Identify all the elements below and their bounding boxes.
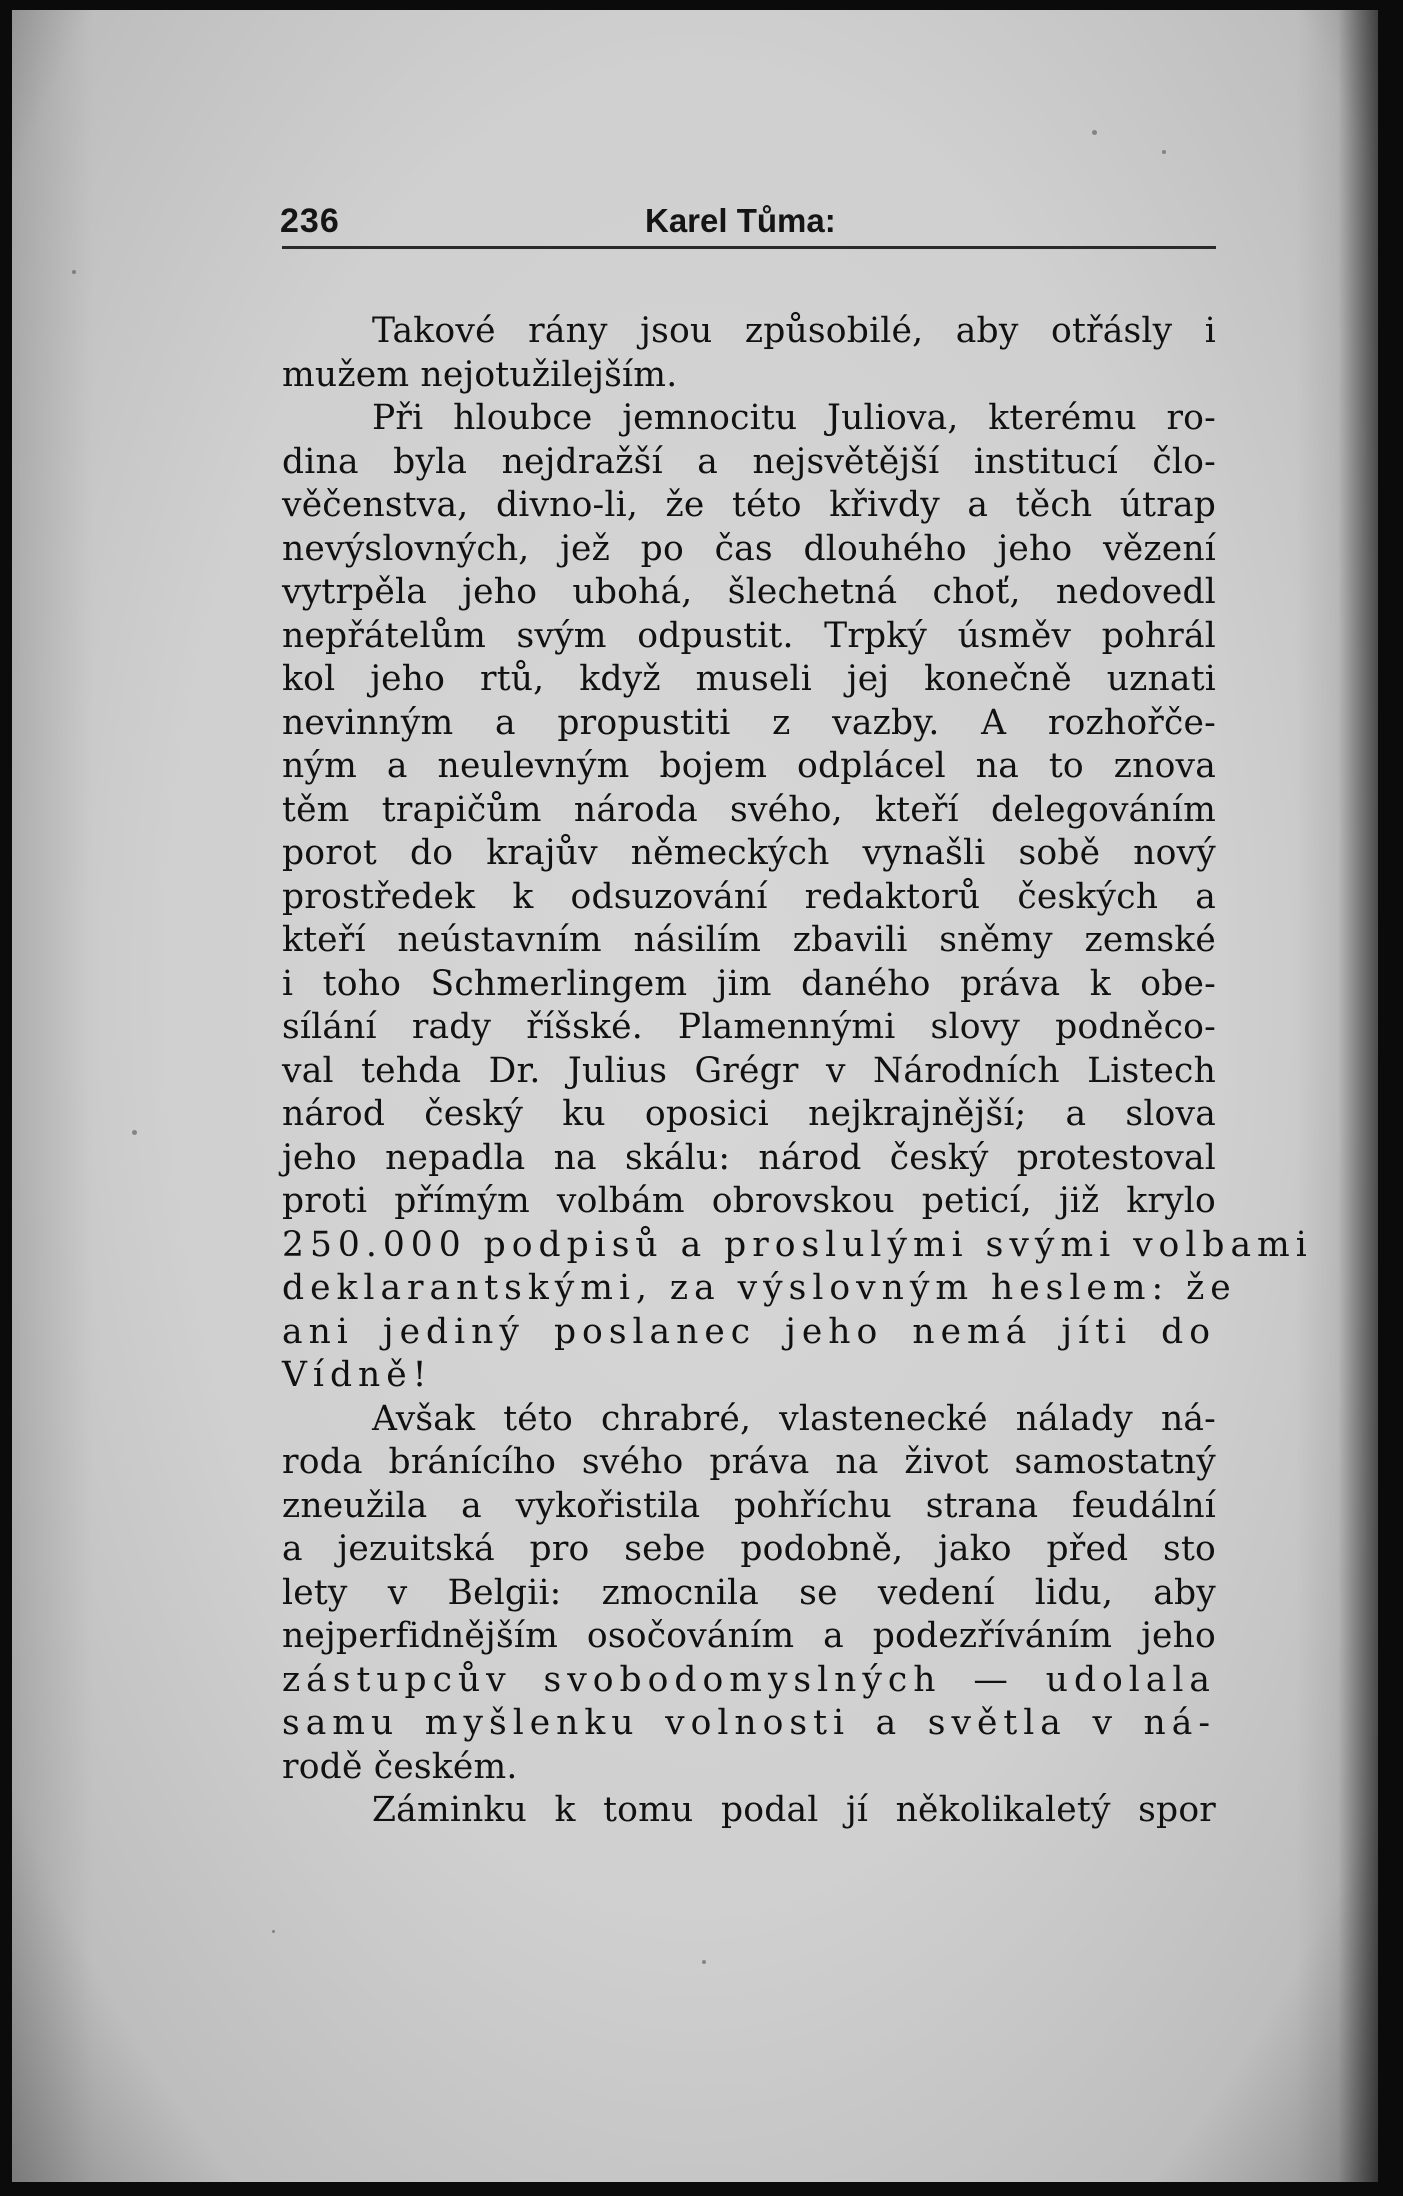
text-line: mužem nejotužilejším.: [282, 354, 678, 395]
text-line: deklarantskými, za výslovným heslem: že: [282, 1268, 1237, 1308]
text-line: porot do krajův německých vynašli sobě nový: [282, 833, 1216, 873]
text-line: sílání rady říšské. Plamennými slovy podněco-: [282, 1007, 1216, 1047]
paper-speck: [702, 1960, 706, 1964]
running-head: Karel Tůma:: [645, 202, 836, 239]
text-line: zneužila a vykořistila pohříchu strana feudální: [282, 1485, 1216, 1526]
text-line: nevýslovných, jež po čas dlouhého jeho vězení: [282, 528, 1216, 569]
text-line: samu myšlenku volnosti a světla v ná-: [282, 1703, 1216, 1743]
text-line: a jezuitská pro sebe podobně, jako před sto: [282, 1529, 1216, 1569]
text-line: proti přímým volbám obrovskou peticí, již krylo: [282, 1181, 1216, 1221]
page-edge-shadow: [1338, 10, 1378, 2182]
page-header: [280, 198, 1217, 248]
text-line: věčenstva, divno-li, že této křivdy a těch útrap: [282, 485, 1216, 525]
text-line: dina byla nejdražší a nejsvětější institucí člo-: [282, 441, 1216, 482]
text-line: kteří neústavním násilím zbavili sněmy zemské: [282, 920, 1216, 960]
text-line: prostředek k odsuzování redaktorů českých a: [282, 876, 1216, 917]
page-number: 236: [280, 202, 340, 240]
paper-speck: [132, 1130, 137, 1135]
body-text: [282, 310, 1313, 1833]
paper-speck: [1092, 130, 1097, 135]
paper-speck: [272, 1930, 275, 1933]
paper-speck: [72, 270, 76, 274]
text-line: nejperfidnějším osočováním a podezříváním jeho: [282, 1616, 1216, 1656]
header-rule: [282, 246, 1216, 249]
scanned-page: [12, 10, 1378, 2182]
text-line: val tehda Dr. Julius Grégr v Národních Listech: [282, 1050, 1216, 1091]
text-line: lety v Belgii: zmocnila se vedení lidu, aby: [282, 1572, 1216, 1613]
text-line: ným a neulevným bojem odplácel na to znova: [282, 746, 1216, 786]
text-line: těm trapičům národa svého, kteří delegováním: [282, 789, 1216, 830]
text-line: Avšak této chrabré, vlastenecké nálady ná-: [372, 1398, 1216, 1439]
text-line: národ český ku oposici nejkrajnější; a slova: [282, 1094, 1216, 1134]
text-line: zástupcův svobodomyslných — udolala: [282, 1659, 1216, 1700]
text-line: nepřátelům svým odpustit. Trpký úsměv pohrál: [282, 615, 1216, 656]
text-line: jeho nepadla na skálu: národ český protestoval: [282, 1137, 1216, 1178]
text-line: ani jediný poslanec jeho nemá jíti do: [282, 1311, 1216, 1352]
text-line: Vídně!: [282, 1355, 433, 1395]
text-line: i toho Schmerlingem jim daného práva k obe-: [282, 963, 1216, 1004]
text-line: kol jeho rtů, když museli jej konečně uznati: [282, 659, 1216, 699]
paper-speck: [1162, 150, 1166, 154]
text-line: roda bránícího svého práva na život samostatný: [282, 1442, 1216, 1482]
text-line: 250.000 podpisů a proslulými svými volbami: [282, 1224, 1313, 1265]
text-line: vytrpěla jeho ubohá, šlechetná choť, nedovedl: [282, 572, 1216, 612]
text-line: Při hloubce jemnocitu Juliova, kterému ro-: [372, 398, 1216, 438]
text-line: nevinným a propustiti z vazby. A rozhořče-: [282, 702, 1216, 743]
text-line: Takové rány jsou způsobilé, aby otřásly i: [372, 311, 1216, 351]
text-line: rodě českém.: [282, 1746, 518, 1787]
text-line: Záminku k tomu podal jí několikaletý spor: [372, 1790, 1216, 1830]
